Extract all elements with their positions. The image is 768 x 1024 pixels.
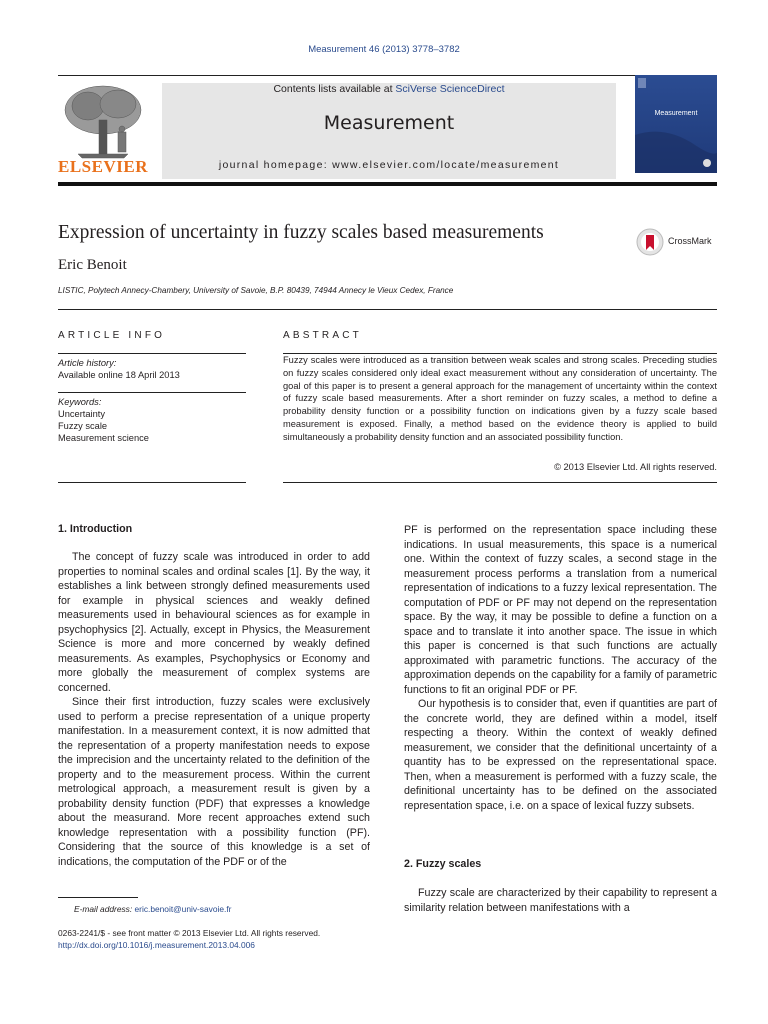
- info-rule-3: [58, 482, 246, 483]
- abstract-text: Fuzzy scales were introduced as a transition between weak scales and strong scales. Preceding studies on fuzzy scales considered only ideal exact measurement without any consideration of uncertainty. The goal of this paper is to present a general approach for the management of uncertainty within the context of fuzzy scale based measurements. After a short reminder on fuzzy scales, a method to define a probability density function or a possibility function on indications given by a fuzzy scale based measurement is exposed. Finally, a method based on the evidence theory is applied to build simultaneously a probability density function and an associated possibility function.: [283, 355, 717, 442]
- keyword-item: Fuzzy scale: [58, 421, 108, 431]
- header-rule: [58, 182, 717, 186]
- left-column-body: [58, 550, 370, 869]
- right-column-body: [404, 523, 717, 813]
- paragraph: PF is performed on the representation space including these indications. In usual measurements, this space is a numerical one. Within the context of fuzzy scales, a second stage in the measurement process performs a translation from a numerical representation of indications to a fuzzy lexical representation. The computation of PDF or PF may not depend on the representation space. By the way, it may be possible to define a function on a space and to translate it into another space. The issue in which this paper is concerned is that such functions are actually approximated with parametric functions. The accuracy of the approximation depends on the capability for a family of parametric functions to fit an original PDF or PF.: [404, 524, 717, 696]
- email-label: E-mail address:: [74, 904, 135, 914]
- issn-line: 0263-2241/$ - see front matter © 2013 Elsevier Ltd. All rights reserved.: [58, 928, 321, 938]
- abstract-rule-bottom: [283, 482, 717, 483]
- cover-art: [635, 75, 717, 173]
- journal-title: Measurement: [323, 112, 455, 134]
- journal-citation[interactable]: Measurement 46 (2013) 3778–3782: [308, 44, 460, 55]
- paragraph: Fuzzy scale are characterized by their capability to represent a similarity relation between manifestations with a: [404, 887, 717, 914]
- crossmark-label[interactable]: CrossMark: [668, 236, 712, 246]
- journal-homepage[interactable]: journal homepage: www.elsevier.com/locate/measurement: [218, 159, 560, 171]
- section-1-title: 1. Introduction: [58, 523, 133, 535]
- keywords-label: Keywords:: [58, 397, 102, 407]
- author-name: Eric Benoit: [58, 257, 127, 273]
- keyword-item: Uncertainty: [58, 409, 106, 419]
- article-info-heading: ARTICLE INFO: [58, 330, 166, 341]
- paragraph: Since their first introduction, fuzzy scales were exclusively used to perform a precise representation of a unique property manifestation. In a measurement context, it is now admitted that the representation of a property manifestation needs to expose the imprecision and the uncertainty related to the definition of the property and to the measurement process. Within the current metrological approach, a measurement result is given by a probability density function (PDF) that expresses a knowledge about the measurand. More recent approaches extend such knowledge representation with a possibility function (PF). Considering that the source of this knowledge is a set of indications, the computation of the PDF or of the: [58, 696, 370, 868]
- title-rule: [58, 309, 717, 310]
- abstract-heading: ABSTRACT: [283, 330, 362, 341]
- sciencedirect-link[interactable]: SciVerse ScienceDirect: [395, 83, 505, 95]
- top-rule: [58, 75, 717, 76]
- journal-cover-image: [635, 75, 717, 173]
- article-title: Expression of uncertainty in fuzzy scales based measurements: [58, 222, 544, 243]
- email-footnote: [74, 903, 231, 915]
- section-2-title: 2. Fuzzy scales: [404, 858, 482, 870]
- email-link[interactable]: eric.benoit@univ-savoie.fr: [134, 904, 232, 914]
- crossmark-icon[interactable]: [636, 228, 664, 256]
- info-rule-2: [58, 392, 246, 393]
- contents-prefix: Contents lists available at: [273, 83, 396, 95]
- doi-link[interactable]: http://dx.doi.org/10.1016/j.measurement.2013.04.006: [58, 940, 255, 950]
- cover-title: Measurement: [654, 110, 698, 117]
- history-value: Available online 18 April 2013: [58, 370, 180, 380]
- abstract-copyright: © 2013 Elsevier Ltd. All rights reserved.: [554, 462, 717, 472]
- footnote-rule: [58, 897, 138, 898]
- paragraph: Our hypothesis is to consider that, even if quantities are part of the concrete world, they are defined within a model, itself respecting a theory. Within the context of weakly defined measurement, we consider that the definitional uncertainty of a quantity has to be expressed on the representational space. Then, when a measurement is performed with a fuzzy scale, the definitional uncertainty has to be defined on the associated representation space, i.e. on a space of lexical fuzzy subsets.: [404, 698, 717, 812]
- contents-line: [162, 83, 616, 95]
- keyword-item: Measurement science: [58, 433, 149, 443]
- info-rule-1: [58, 353, 246, 354]
- paragraph: The concept of fuzzy scale was introduced in order to add properties to nominal scales and ordinal scales [1]. By the way, it establishes a link between strongly defined measurements used for example in physical sciences and weakly defined measurements used in behavioural sciences as for example in psychophysics [2]. Actually, except in Physics, the Measurement Science is more and more concerned by weakly defined measurements. As examples, Psychophysics or Economy and more globally the measurement of complex systems are concerned.: [58, 551, 370, 694]
- history-label: Article history:: [58, 358, 117, 368]
- author-affiliation: LISTIC, Polytech Annecy-Chambery, University of Savoie, B.P. 80439, 74944 Annecy le Vieux Cedex, France: [58, 286, 454, 295]
- elsevier-wordmark: ELSEVIER: [58, 157, 148, 176]
- right-column-continued: [404, 886, 717, 915]
